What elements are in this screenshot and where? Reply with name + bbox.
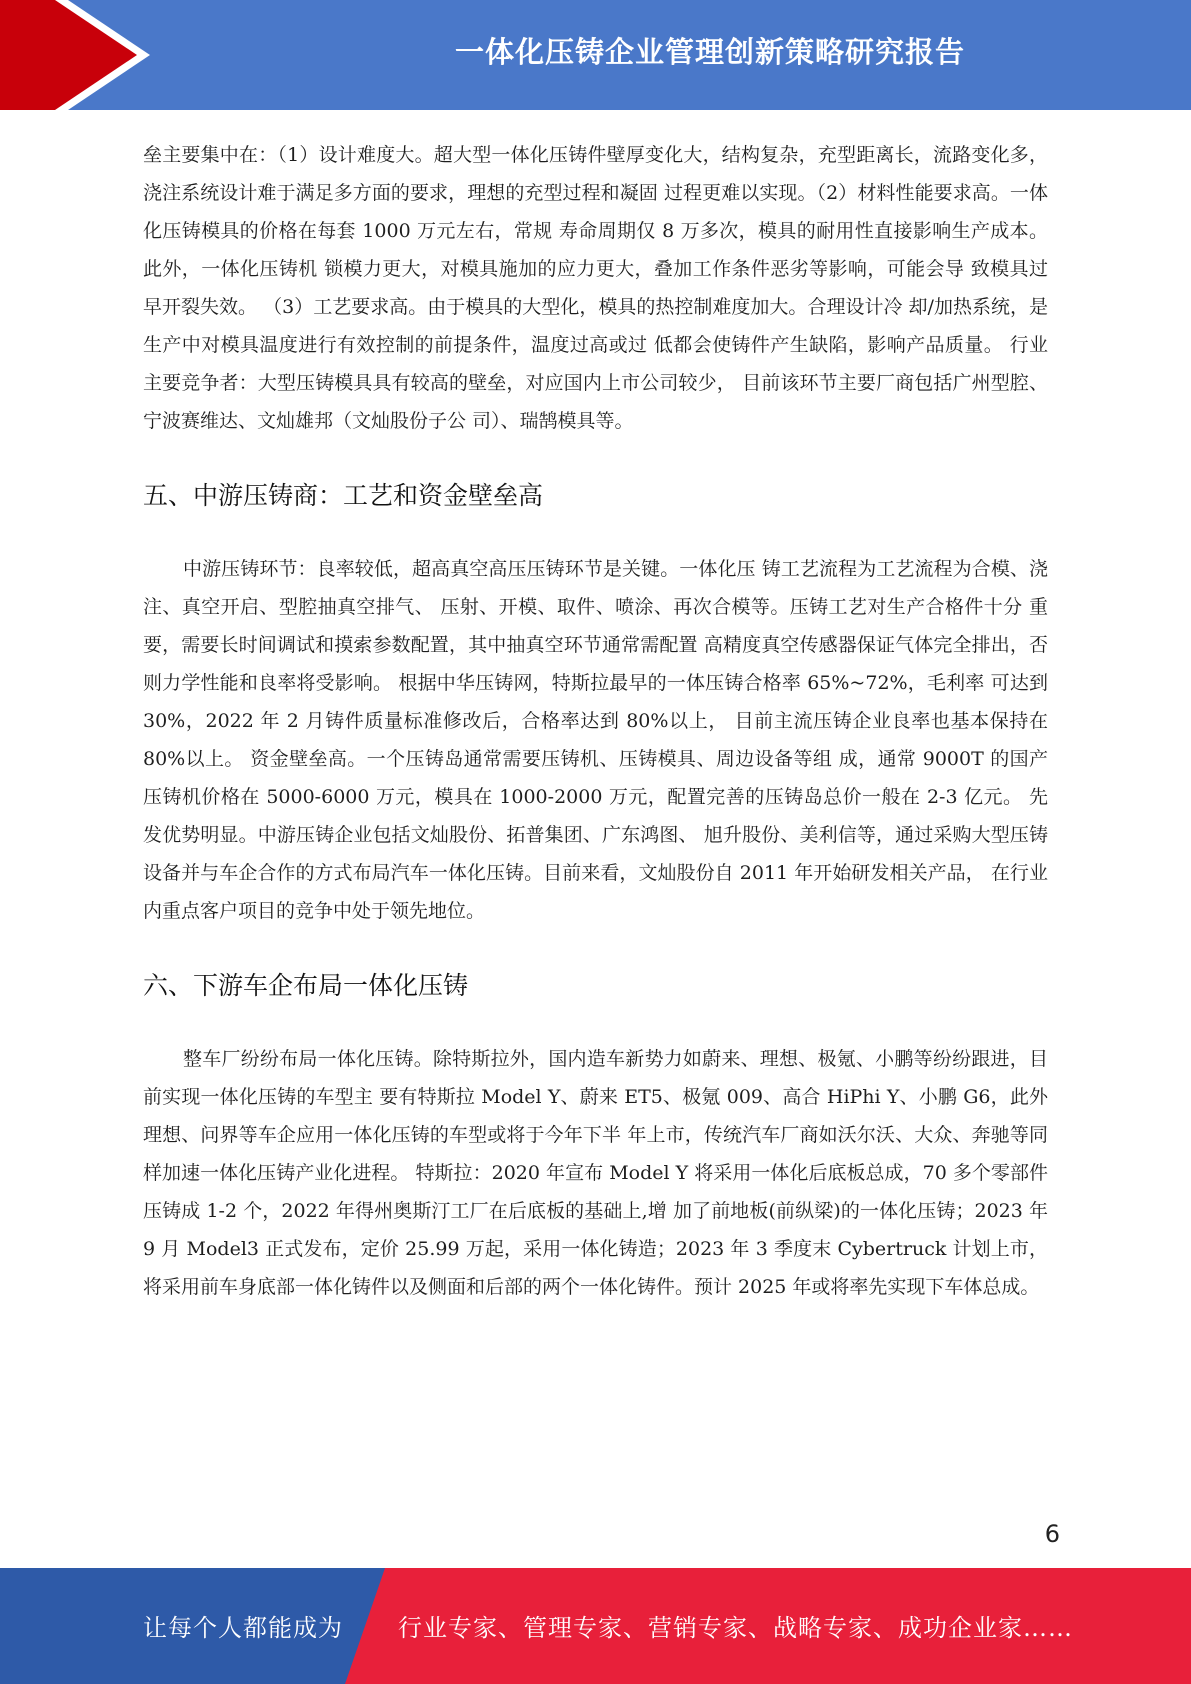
section-5-paragraph: 中游压铸环节：良率较低，超高真空高压压铸环节是关键。一体化压 铸工艺流程为工艺流程为合模、浇注、真空开启、型腔抽真空排气、 压射、开模、取件、喷涂、再次合模等。压铸工艺对生产合格件十分 重要，需要长时间调试和摸索参数配置，其中抽真空环节通常需配置 高精度真空传感器保证气体完全排出，否则力学性能和良率将受影响。 根据中华压铸网，特斯拉最早的一体压铸合格率 65%~72%，毛利率 可达到 30%，2022 年 2 月铸件质量标准修改后，合格率达到 80%以上， 目前主流压铸企业良率也基本保持在 80%以上。 资金壁垒高。一个压铸岛通常需要压铸机、压铸模具、周边设备等组 成，通常 9000T 的国产压铸机价格在 5000-6000 万元，模具在 1000-2000 万元，配置完善的压铸岛总价一般在 2-3 亿元。 先发优势明显。中游压铸企业包括文灿股份、拓普集团、广东鸿图、 旭升股份、美利信等，通过采购大型压铸设备并与车企合作的方式布局汽车一体化压铸。目前来看，文灿股份自 2011 年开始研发相关产品， 在行业内重点客户项目的竞争中处于领先地位。 — [143, 558, 1048, 922]
page-content — [143, 136, 1048, 1306]
section-6-paragraph: 整车厂纷纷布局一体化压铸。除特斯拉外，国内造车新势力如蔚来、理想、极氪、小鹏等纷纷跟进，目前实现一体化压铸的车型主 要有特斯拉 Model Y、蔚来 ET5、极氪 009、高合 HiPhi Y、小鹏 G6，此外理想、问界等车企应用一体化压铸的车型或将于今年下半 年上市，传统汽车厂商如沃尔沃、大众、奔驰等同样加速一体化压铸产业化进程。 特斯拉：2020 年宣布 Model Y 将采用一体化后底板总成，70 多个零部件压铸成 1-2 个，2022 年得州奥斯汀工厂在后底板的基础上,增 加了前地板(前纵梁)的一体化压铸；2023 年 9 月 Model3 正式发布，定价 25.99 万起，采用一体化铸造；2023 年 3 季度末 Cybertruck 计划上市，将采用前车身底部一体化铸件以及侧面和后部的两个一体化铸件。预计 2025 年或将率先实现下车体总成。 — [143, 1048, 1048, 1298]
page-footer — [0, 1568, 1191, 1684]
intro-paragraph: 垒主要集中在：（1）设计难度大。超大型一体化压铸件壁厚变化大，结构复杂，充型距离长，流路变化多，浇注系统设计难于满足多方面的要求，理想的充型过程和凝固 过程更难以实现。（2）材料性能要求高。一体化压铸模具的价格在每套 1000 万元左右，常规 寿命周期仅 8 万多次，模具的耐用性直接影响生产成本。此外，一体化压铸机 锁模力更大，对模具施加的应力更大，叠加工作条件恶劣等影响，可能会导 致模具过早开裂失效。 （3）工艺要求高。由于模具的大型化，模具的热控制难度加大。合理设计冷 却/加热系统，是生产中对模具温度进行有效控制的前提条件，温度过高或过 低都会使铸件产生缺陷，影响产品质量。 行业主要竞争者：大型压铸模具具有较高的壁垒，对应国内上市公司较少， 目前该环节主要厂商包括广州型腔、宁波赛维达、文灿雄邦（文灿股份子公 司）、瑞鹄模具等。 — [143, 144, 1048, 432]
footer-slogan-left: 让每个人都能成为 — [143, 1614, 343, 1642]
page-number: 6 — [1044, 1520, 1060, 1548]
footer-slogan-right: 行业专家、管理专家、营销专家、战略专家、成功企业家…… — [398, 1614, 1073, 1642]
section-6-heading: 六、下游车企布局一体化压铸 — [143, 971, 469, 1000]
page-header — [0, 0, 1191, 110]
section-5-heading: 五、中游压铸商：工艺和资金壁垒高 — [143, 481, 544, 510]
document-title: 一体化压铸企业管理创新策略研究报告 — [454, 35, 965, 69]
